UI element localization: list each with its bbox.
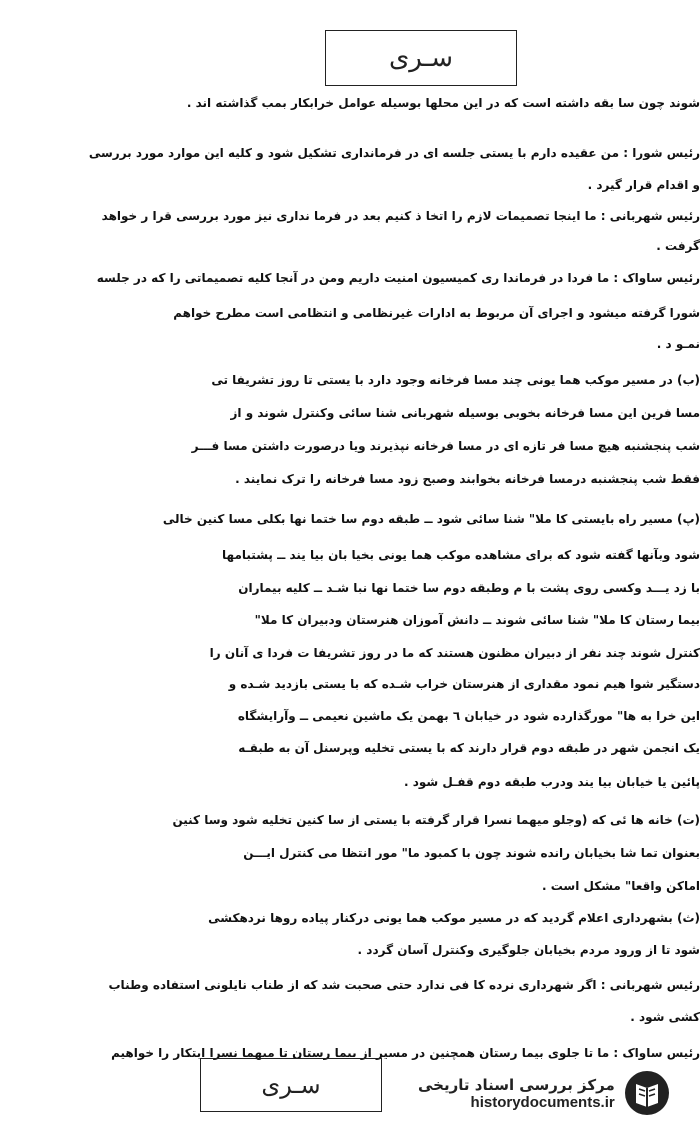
book-archive-logo-icon bbox=[623, 1069, 671, 1117]
text-line: شوند چون سا بقه داشته است که در این محلها بوسیله عوامل خرابکار بمب گذاشته اند . bbox=[186, 96, 700, 110]
text-line: دستگیر شوا هیم نمود مقداری از هنرستان خراب شـده که با یستی بازدید شـده و bbox=[228, 677, 700, 691]
text-line: رئیس شهربانی : ما اینجا تصمیمات لازم را اتخا ذ کنیم بعد در فرما نداری نیز مورد بررسی قرا ر خواهد bbox=[101, 209, 700, 223]
text-line: شود وبآنها گفته شود که برای مشاهده موکب هما یونی بخیا بان بیا یند ــ پشتبامها bbox=[222, 548, 700, 562]
text-line: و اقدام قرار گیرد . bbox=[587, 178, 700, 192]
text-line: رئیس شورا : من عقیده دارم با یستی جلسه ای در فرمانداری تشکیل شود و کلیه این موارد مورد بررسی bbox=[88, 146, 700, 160]
archive-watermark bbox=[418, 1062, 680, 1124]
classification-stamp-top: سـرى bbox=[325, 30, 517, 86]
text-line: بعنوان تما شا بخیابان رانده شوند چون با کمبود ما" مور انتظا می کنترل ایـــن bbox=[243, 846, 700, 860]
text-line: پائین یا خیابان بیا یند ودرب طبقه دوم قفـل شود . bbox=[403, 775, 700, 789]
text-line: گرفت . bbox=[656, 239, 700, 253]
text-line: فقط شب پنجشنبه درمسا فرخانه بخوابند وصبح زود مسا فرخانه را ترک نمایند . bbox=[235, 472, 700, 486]
text-line: این خرا به ها" مورگذارده شود در خیابان ٦ بهمن یک ماشین نعیمی ــ وآرایشگاه bbox=[237, 709, 700, 723]
text-line: شب پنجشنبه هیچ مسا فر تازه ای در مسا فرخانه نپذیرند ویا درصورت داشتن مسا فـــر bbox=[191, 439, 700, 453]
text-line: بیما رستان کا ملا" شنا سائی شوند ــ دانش آموزان هنرستان ودبیران کا ملا" bbox=[254, 613, 700, 627]
text-line: شورا گرفته میشود و اجرای آن مربوط به ادارات غیرنظامی و انتظامی است مطرح خواهم bbox=[173, 306, 700, 320]
text-line: با زد یـــد وکسی روی پشت با م وطبقه دوم سا ختما نها نبا شـد ــ کلیه بیماران bbox=[238, 581, 700, 595]
text-line: مسا فرین این مسا فرخانه بخوبی بوسیله شهربانی شنا سائی وکنترل شوند و از bbox=[230, 406, 700, 420]
text-line: رئیس ساواک : ما تا جلوی بیما رستان همچنین در مسیر از بیما رستان تا میهما نسرا ابتکار را خواهیم bbox=[111, 1046, 700, 1060]
text-line: شود تا از ورود مردم بخیابان جلوگیری وکنترل آسان گردد . bbox=[357, 943, 700, 957]
text-line: (ب) در مسیر موکب هما یونی چند مسا فرخانه وجود دارد با یستی تا روز تشریفا تی bbox=[211, 373, 700, 387]
text-line: کشی شود . bbox=[630, 1010, 700, 1024]
classification-stamp-bottom: سـرى bbox=[200, 1058, 382, 1112]
text-line: یک انجمن شهر در طبقه دوم قرار دارند که با یستی تخلیه وپرسنل آن به طبقـه bbox=[238, 741, 700, 755]
text-line: نمـو د . bbox=[656, 337, 700, 351]
text-line: (ت) خانه ها ئی که (وجلو میهما نسرا قرار گرفته با یستی از سا کنین تخلیه شود وسا کنین bbox=[172, 813, 700, 827]
text-line: رئیس شهربانی : اگر شهرداری نرده کا فی ندارد حتی صحبت شد که از طناب نایلونی استفاده وطناب bbox=[108, 978, 700, 992]
text-line: کنترل شوند چند نفر از دبیران مظنون هستند که ما در روز تشریفا ت فردا ی آنان را bbox=[209, 646, 700, 660]
watermark-org-name: مرکز بررسی اسناد تاریخی bbox=[418, 1075, 615, 1094]
text-line: اماکن واقعا" مشکل است . bbox=[541, 879, 700, 893]
text-line: (پ) مسیر راه بایستی کا ملا" شنا سائی شود ــ طبقه دوم سا ختما نها بکلی مسا کنین خالی bbox=[162, 512, 700, 526]
watermark-url: historydocuments.ir bbox=[470, 1093, 615, 1111]
watermark-text bbox=[418, 1076, 615, 1111]
text-line: (ث) بشهرداری اعلام گردید که در مسیر موکب هما یونی درکنار پیاده روها نردهکشی bbox=[208, 911, 700, 925]
text-line: رئیس ساواک : ما فردا در فرماندا ری کمیسیون امنیت داریم ومن در آنجا کلیه تصمیماتی را که در جلسه bbox=[96, 271, 700, 285]
